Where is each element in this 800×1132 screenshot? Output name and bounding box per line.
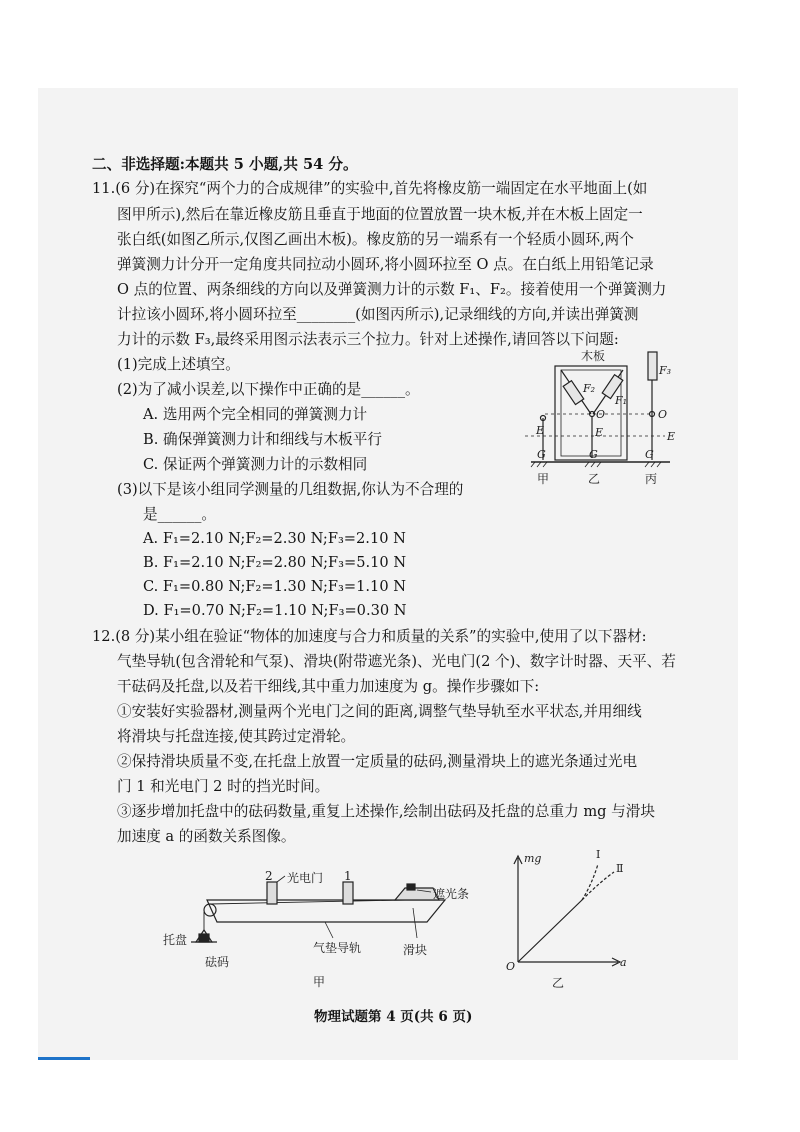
q11-sub3-option-d: D. F₁=0.70 N;F₂=1.10 N;F₃=0.30 N — [143, 602, 407, 619]
slider-leader — [413, 908, 417, 938]
photogate-2 — [267, 882, 277, 904]
bottom-accent-line — [38, 1057, 90, 1060]
label-e-bing: E — [667, 430, 676, 443]
gate-2-number: 2 — [265, 869, 273, 883]
label-g-yi: G — [589, 448, 598, 461]
q12-line-5: 将滑块与托盘连接,使其跨过定滑轮。 — [117, 728, 356, 745]
q11-sub3-line-2: 是______。 — [143, 506, 216, 523]
q12-figure-graph — [500, 842, 645, 992]
q11-line-7: 力计的示数 F₃,最终采用图示法表示三个拉力。针对上述操作,请回答以下问题: — [117, 331, 619, 348]
curve-1-label: Ⅰ — [596, 848, 601, 861]
q11-sub2: (2)为了减小误差,以下操作中正确的是______。 — [117, 381, 420, 398]
q11-sub3-line-1: (3)以下是该小组同学测量的几组数据,你认为不合理的 — [117, 481, 464, 498]
curve-2-label: Ⅱ — [616, 862, 624, 875]
q11-line-2: 图甲所示),然后在靠近橡皮筋且垂直于地面的位置放置一块木板,并在木板上固定一 — [117, 206, 643, 223]
graph-line — [518, 900, 582, 962]
weights-label: 砝码 — [205, 955, 230, 969]
curve-2 — [582, 872, 614, 900]
section-title: 二、非选择题:本题共 5 小题,共 54 分。 — [92, 156, 358, 173]
q12-line-9: 加速度 a 的函数关系图像。 — [117, 828, 296, 845]
q11-sub3-option-c: C. F₁=0.80 N;F₂=1.30 N;F₃=1.10 N — [143, 578, 407, 595]
label-f3: F₃ — [659, 364, 672, 377]
board-label: 木板 — [581, 349, 606, 363]
track-leader — [325, 922, 333, 938]
photogate-leader — [277, 876, 285, 882]
q12-line-8: ③逐步增加托盘中的砝码数量,重复上述操作,绘制出砝码及托盘的总重力 mg 与滑块 — [117, 803, 655, 820]
q11-line-6: 计拉该小圆环,将小圆环拉至________(如图丙所示),记录细线的方向,并读出弹簧测 — [117, 306, 639, 323]
label-g-bing: G — [645, 448, 654, 461]
q12-line-6: ②保持滑块质量不变,在托盘上放置一定质量的砝码,测量滑块上的遮光条通过光电 — [117, 753, 638, 770]
q11-sub3-option-a: A. F₁=2.10 N;F₂=2.30 N;F₃=2.10 N — [143, 530, 406, 547]
q12-line-1: 12.(8 分)某小组在验证“物体的加速度与合力和质量的关系”的实验中,使用了以下器材: — [92, 628, 647, 645]
shading-strip-label: 遮光条 — [433, 887, 470, 901]
label-o-yi: O — [596, 408, 606, 421]
q11-sub2-option-a: A. 选用两个完全相同的弹簧测力计 — [143, 406, 368, 423]
q11-line-5: O 点的位置、两条细线的方向以及弹簧测力计的示数 F₁、F₂。接着使用一个弹簧测力 — [117, 281, 667, 298]
caption-apparatus: 甲 — [313, 975, 326, 989]
q11-line-3: 张白纸(如图乙所示,仅图乙画出木板)。橡皮筋的另一端系有一个轻质小圆环,两个 — [117, 231, 634, 248]
curve-1 — [582, 864, 598, 900]
x-axis-label: a — [620, 956, 627, 969]
label-g-jia: G — [537, 448, 546, 461]
q11-sub2-option-c: C. 保证两个弹簧测力计的示数相同 — [143, 456, 368, 473]
slider-label: 滑块 — [403, 943, 428, 957]
tray-label: 托盘 — [163, 933, 188, 947]
caption-yi: 乙 — [588, 472, 601, 486]
q11-line-4: 弹簧测力计分开一定角度共同拉动小圆环,将小圆环拉至 O 点。在白纸上用铅笔记录 — [117, 256, 654, 273]
shading-strip — [407, 884, 415, 890]
q12-line-7: 门 1 和光电门 2 时的挡光时间。 — [117, 778, 330, 795]
q12-line-3: 干砝码及托盘,以及若干细线,其中重力加速度为 g。操作步骤如下: — [117, 678, 540, 695]
label-e-jia: E — [536, 424, 545, 437]
q11-line-1: 11.(6 分)在探究“两个力的合成规律”的实验中,首先将橡皮筋一端固定在水平地面上(如 — [92, 180, 648, 197]
weight-block — [199, 934, 209, 942]
q11-sub1: (1)完成上述填空。 — [117, 356, 240, 373]
label-f1: F₁ — [615, 394, 628, 407]
y-axis-label: mg — [524, 852, 542, 865]
photogate-1 — [343, 882, 353, 904]
label-e-yi: E — [595, 426, 604, 439]
q12-line-4: ①安装好实验器材,测量两个光电门之间的距离,调整气垫导轨至水平状态,并用细线 — [117, 703, 642, 720]
caption-bing: 丙 — [645, 472, 658, 486]
q12-figure-apparatus — [155, 860, 485, 995]
air-track-label: 气垫导轨 — [313, 941, 362, 955]
label-o-bing: O — [658, 408, 668, 421]
page-footer: 物理试题第 4 页(共 6 页) — [314, 1009, 473, 1025]
q11-sub2-option-b: B. 确保弹簧测力计和细线与木板平行 — [143, 431, 382, 448]
gate-1-number: 1 — [344, 869, 352, 883]
origin-label: O — [506, 960, 516, 973]
q12-line-2: 气垫导轨(包含滑轮和气泵)、滑块(附带遮光条)、光电门(2 个)、数字计时器、天平、若 — [117, 653, 676, 670]
ground-hatch — [531, 462, 661, 467]
spring-scale-f3 — [648, 352, 657, 380]
photogate-label: 光电门 — [287, 871, 324, 885]
caption-graph: 乙 — [552, 976, 565, 990]
q11-sub3-option-b: B. F₁=2.10 N;F₂=2.80 N;F₃=5.10 N — [143, 554, 407, 571]
q11-figure — [525, 346, 685, 492]
caption-jia: 甲 — [537, 472, 550, 486]
label-f2: F₂ — [583, 382, 596, 395]
